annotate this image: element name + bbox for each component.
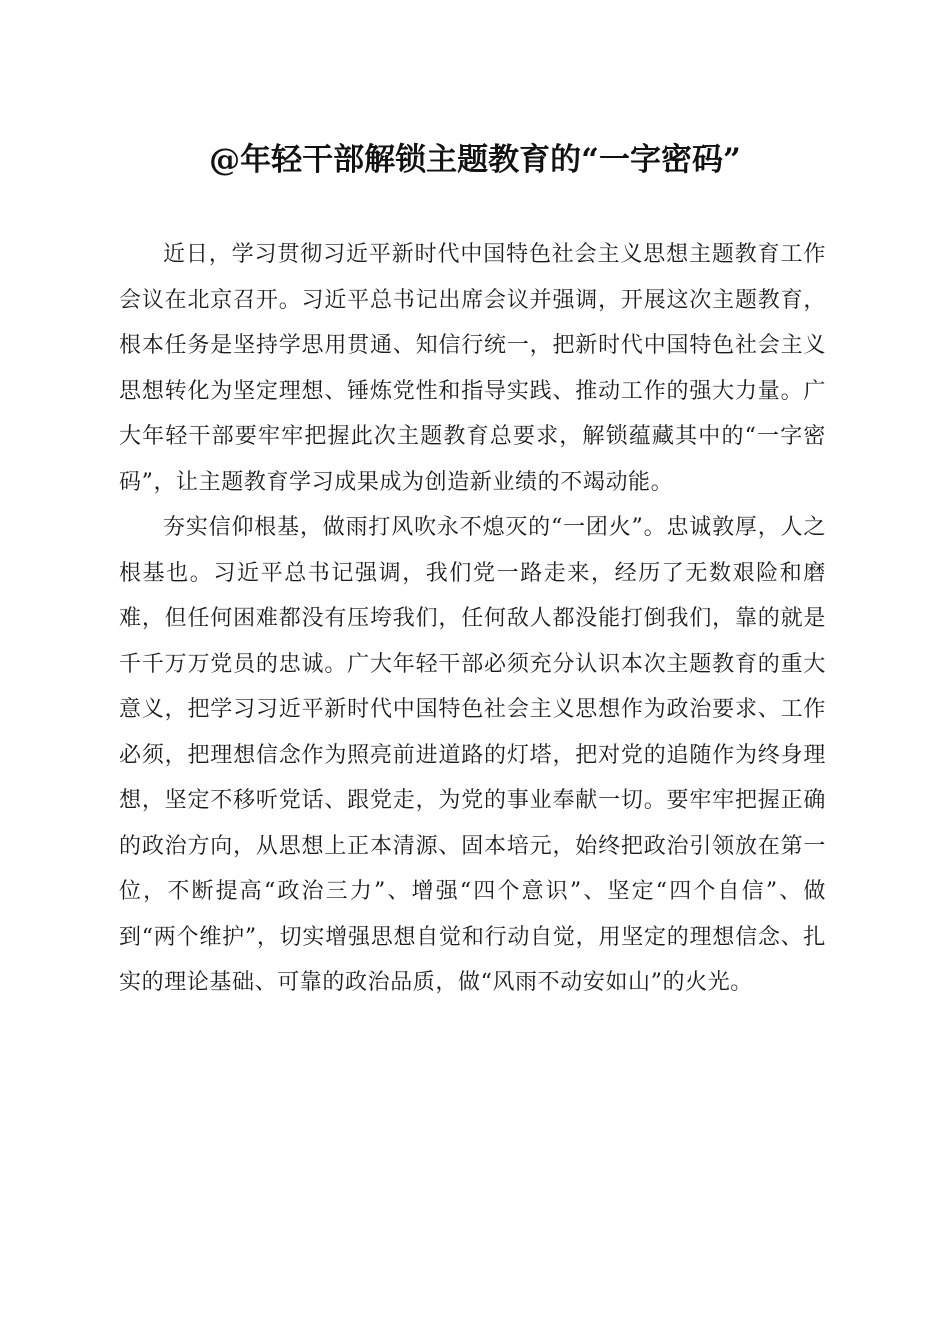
paragraph-intro: 近日，学习贯彻习近平新时代中国特色社会主义思想主题教育工作会议在北京召开。习近平总书记出席会议并强调，开展这次主题教育，根本任务是坚持学思用贯通、知信行统一，把新时代中国特色社会主义思想转化为坚定理想、锤炼党性和指导实践、推动工作的强大力量。广大年轻干部要牢牢把握此次主题教育总要求，解锁蕴藏其中的“一字密码”，让主题教育学习成果成为创造新业绩的不竭动能。 — [119, 242, 826, 495]
document-title: @年轻干部解锁主题教育的“一字密码” — [209, 142, 741, 178]
paragraph-faith-foundation: 夯实信仰根基，做雨打风吹永不熄灭的“一团火”。忠诚敦厚，人之根基也。习近平总书记强调，我们党一路走来，经历了无数艰险和磨难，但任何困难都没有压垮我们，任何敌人都没能打倒我们，靠的就是千千万万党员的忠诚。广大年轻干部必须充分认识本次主题教育的重大意义，把学习习近平新时代中国特色社会主义思想作为政治要求、工作必须，把理想信念作为照亮前进道路的灯塔，把对党的追随作为终身理想，坚定不移听党话、跟党走，为党的事业奉献一切。要牢牢把握正确的政治方向，从思想上正本清源、固本培元，始终把政治引领放在第一位，不断提高“政治三力”、增强“四个意识”、坚定“四个自信”、做到“两个维护”，切实增强思想自觉和行动自觉，用坚定的理想信念、扎实的理论基础、可靠的政治品质，做“风雨不动安如山”的火光。 — [119, 515, 826, 995]
document-body — [119, 232, 826, 1006]
